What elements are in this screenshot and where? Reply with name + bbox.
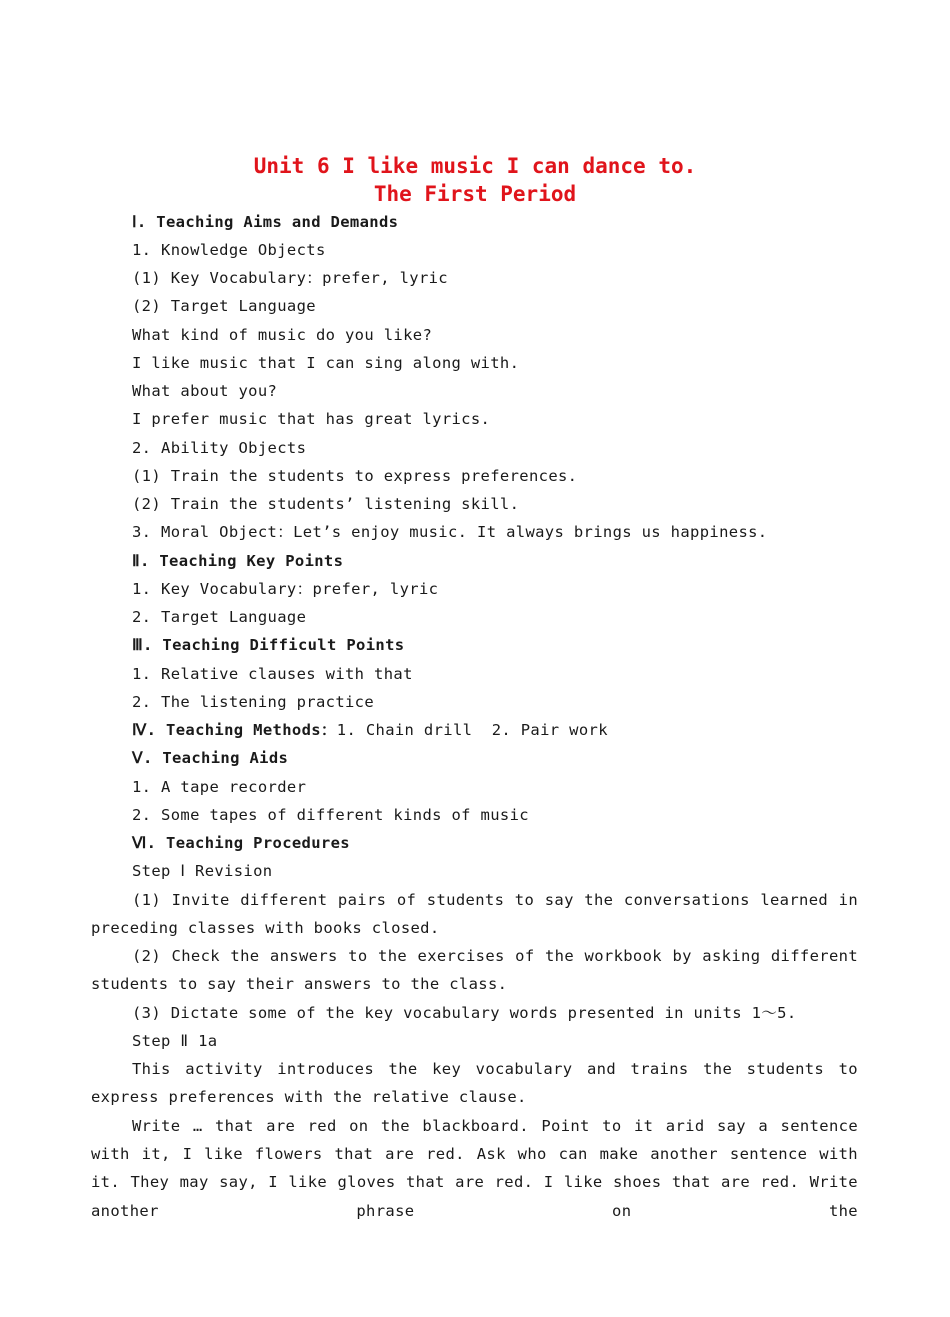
text-line: 2. Ability Objects <box>132 439 307 457</box>
section-heading-aids: Ⅴ. Teaching Aids <box>132 749 289 767</box>
section-heading-procedures: Ⅵ. Teaching Procedures <box>132 834 350 852</box>
text-line: What kind of music do you like? <box>132 326 433 344</box>
document-title: Unit 6 I like music I can dance to. <box>253 154 697 178</box>
document-subtitle: The First Period <box>373 182 577 206</box>
methods-text: 1. Chain drill 2. Pair work <box>336 721 608 739</box>
section-heading-difficult-points: Ⅲ. Teaching Difficult Points <box>132 636 405 654</box>
text-line: I like music that I can sing along with. <box>132 354 520 372</box>
text-line: (1) Train the students to express preferences. <box>132 467 578 485</box>
text-line: 2. The listening practice <box>132 693 375 711</box>
paragraph: (2) Check the answers to the exercises of the workbook by asking different students to say their answers to the class. <box>91 947 858 994</box>
paragraph: Write … that are red on the blackboard. Point to it arid say a sentence with it, I like flowers that are red. Ask who can make another sentence with it. They may say, I like gloves that are red. I like shoes that are red. Write another phrase on the <box>91 1117 858 1220</box>
text-line: 1. Key Vocabulary：prefer, lyric <box>132 580 439 598</box>
text-line: 3. Moral Object：Let’s enjoy music. It always brings us happiness. <box>132 523 768 541</box>
text-line: 2. Some tapes of different kinds of music <box>132 806 529 824</box>
paragraph: (1) Invite different pairs of students to say the conversations learned in preceding classes with books closed. <box>91 891 858 938</box>
text-line: (2) Train the students’ listening skill. <box>132 495 520 513</box>
step-heading: Step Ⅱ 1a <box>132 1032 218 1050</box>
text-line: (3) Dictate some of the key vocabulary words presented in units 1～5. <box>132 1004 797 1022</box>
methods-label: Ⅳ. Teaching Methods： <box>132 721 337 739</box>
section-heading-methods <box>132 716 608 744</box>
text-line: 1. Knowledge Objects <box>132 241 326 259</box>
section-heading-aims: Ⅰ. Teaching Aims and Demands <box>132 213 399 231</box>
text-line: 1. A tape recorder <box>132 778 307 796</box>
paragraph: This activity introduces the key vocabulary and trains the students to express preferences with the relative clause. <box>91 1060 858 1107</box>
text-line: (1) Key Vocabulary：prefer, lyric <box>132 269 448 287</box>
text-line: (2) Target Language <box>132 297 316 315</box>
step-heading: Step Ⅰ Revision <box>132 862 273 880</box>
text-line: 2. Target Language <box>132 608 307 626</box>
text-line: 1. Relative clauses with that <box>132 665 413 683</box>
section-heading-key-points: Ⅱ. Teaching Key Points <box>132 552 344 570</box>
text-line: What about you? <box>132 382 278 400</box>
text-line: I prefer music that has great lyrics. <box>132 410 491 428</box>
